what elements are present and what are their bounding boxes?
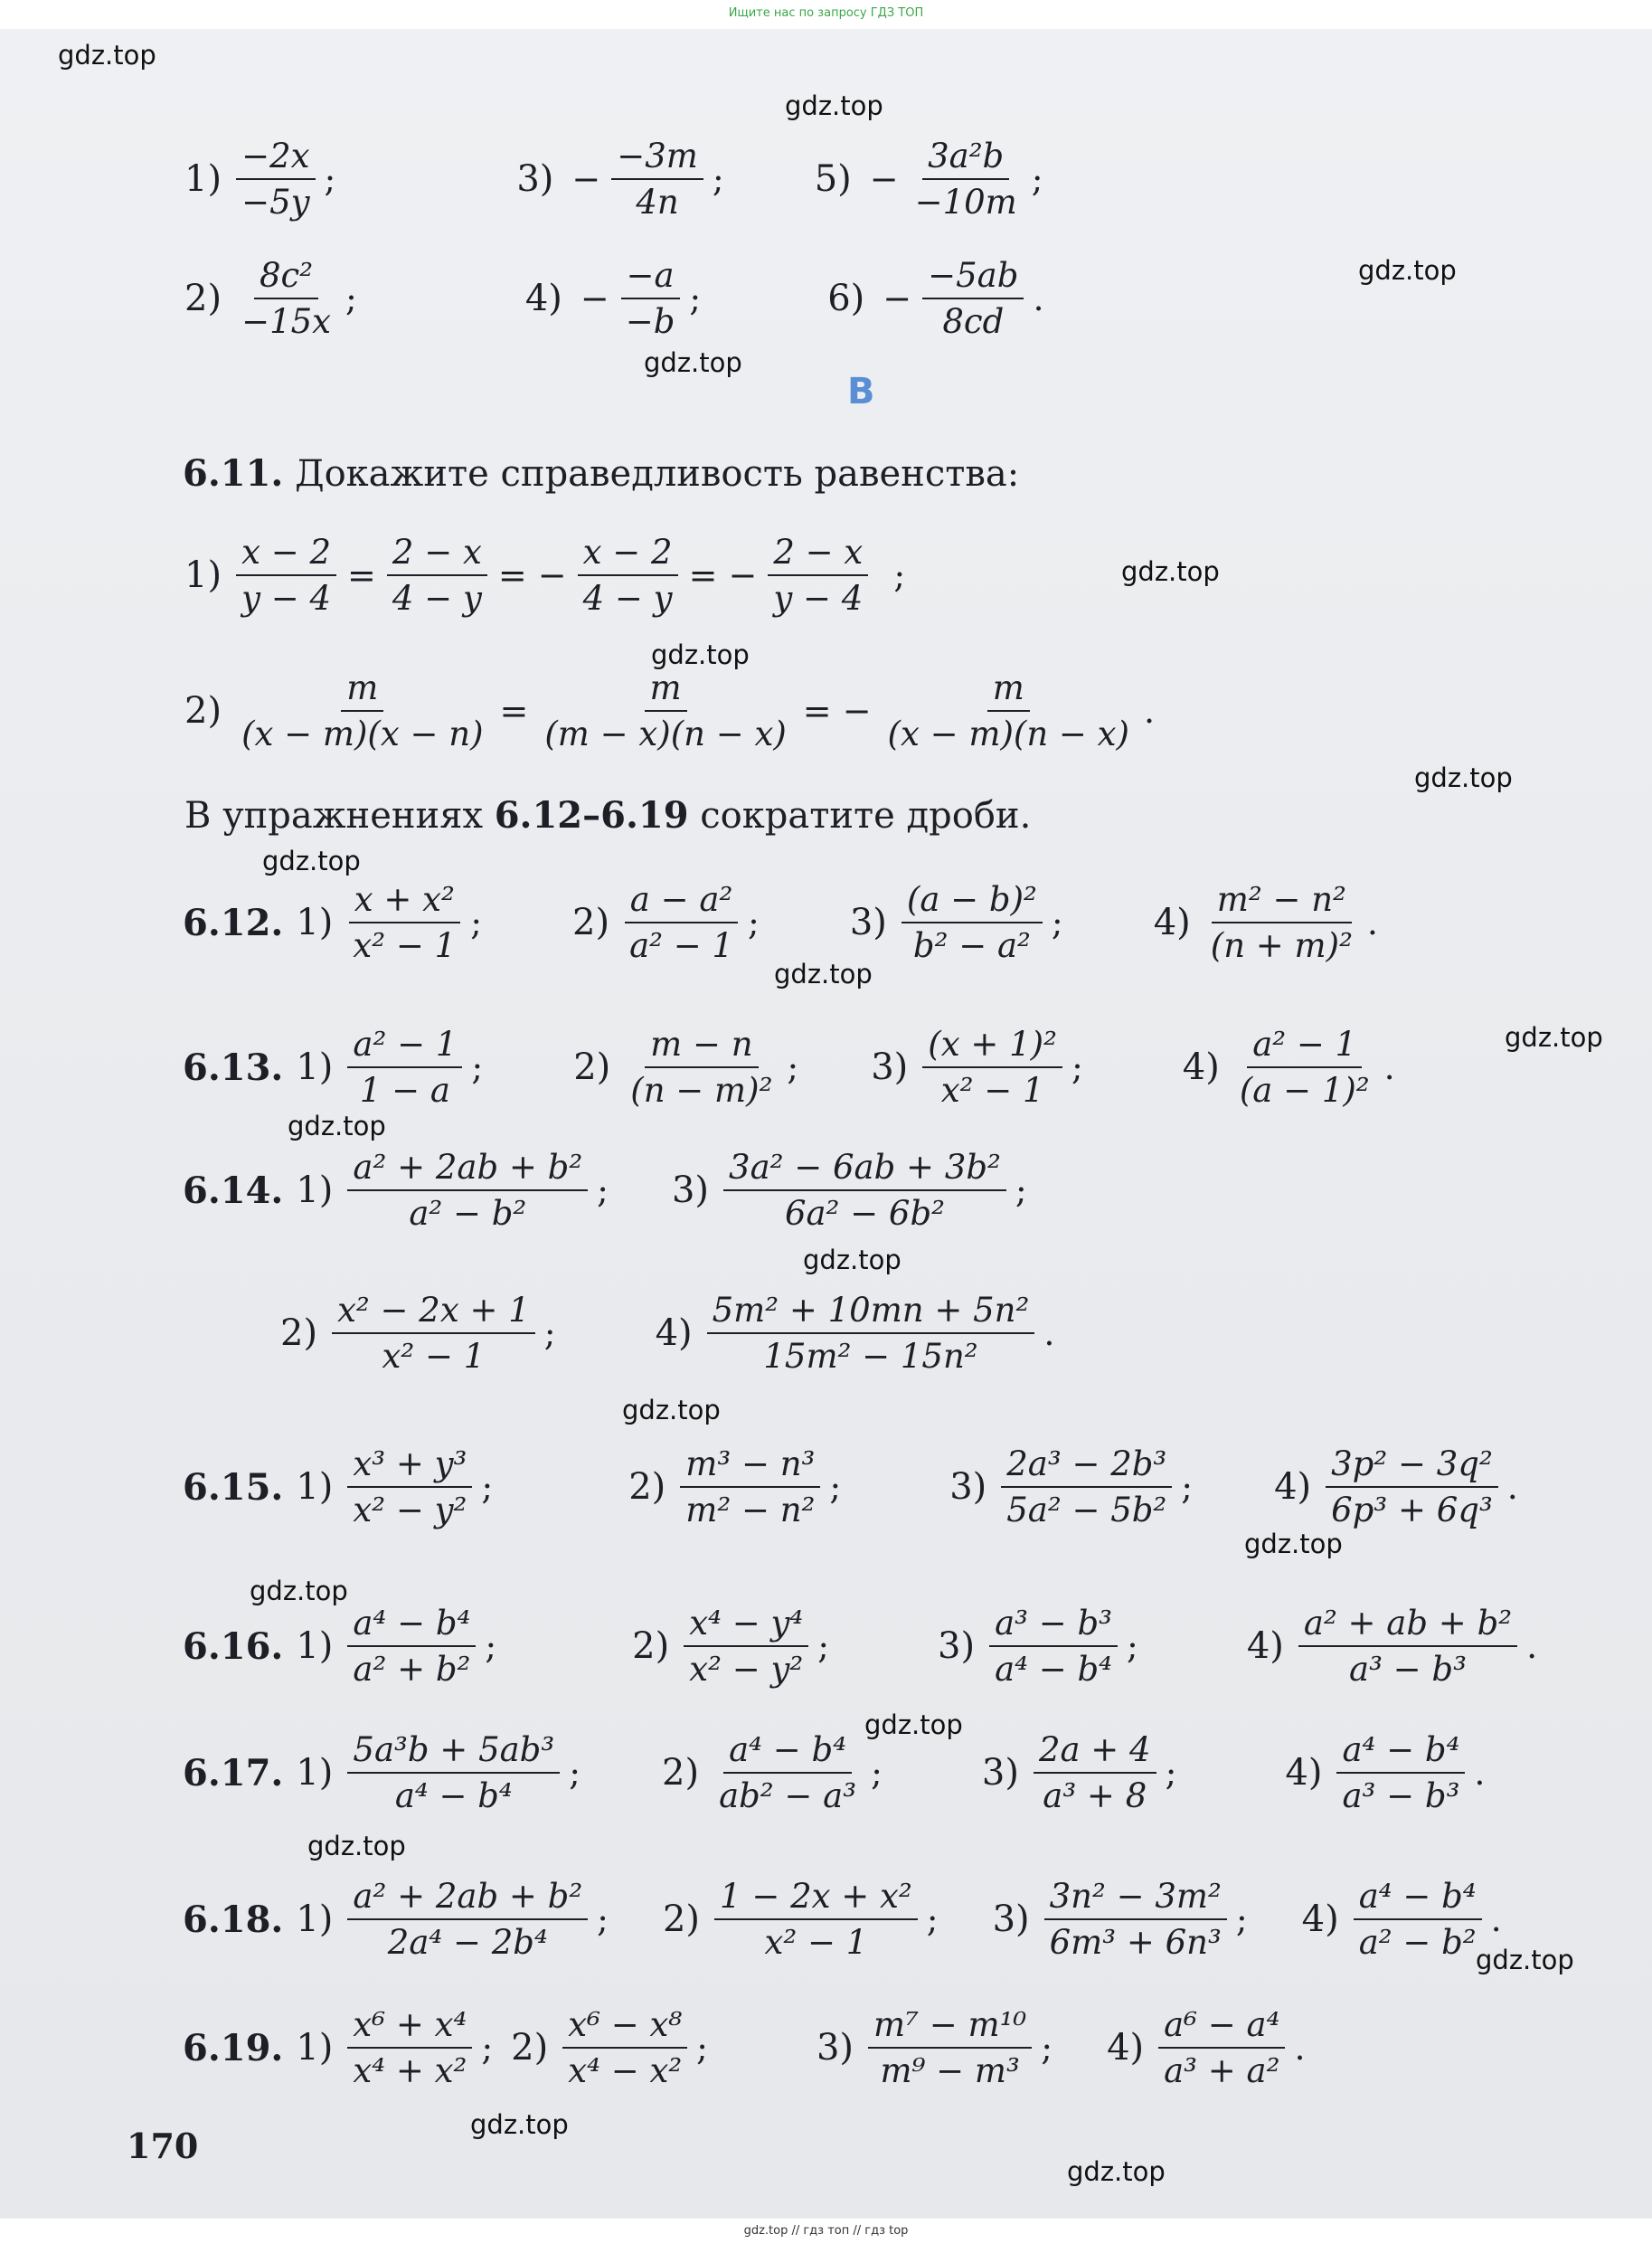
punct: . <box>1506 1467 1518 1508</box>
item-label: 3) <box>849 902 887 944</box>
fraction <box>347 1729 560 1816</box>
watermark: gdz.top <box>1414 762 1513 793</box>
exercise-number: 6.16. <box>183 1624 284 1668</box>
item-label: 2) <box>184 690 222 733</box>
item-label: 1) <box>296 2027 334 2069</box>
denominator: x² − y² <box>689 1650 804 1690</box>
ex-6-19-row <box>183 2004 1306 2091</box>
denominator: (n − m)² <box>630 1071 773 1111</box>
punct: ; <box>1071 1047 1083 1088</box>
numerator: m⁷ − m¹⁰ <box>868 2004 1032 2049</box>
ex-6-14-row-2 <box>280 1290 1054 1377</box>
fraction <box>625 1024 778 1111</box>
watermark: gdz.top <box>470 2109 569 2140</box>
exercise-number: 6.13. <box>183 1046 284 1089</box>
fraction <box>347 2004 472 2091</box>
denominator: −15x <box>241 302 332 342</box>
denominator: x² − 1 <box>764 1923 868 1963</box>
fraction <box>332 1290 535 1377</box>
item-label: 3) <box>871 1046 909 1089</box>
denominator: x² − 1 <box>940 1071 1044 1111</box>
fraction <box>347 1024 462 1111</box>
numerator: −2x <box>236 136 315 180</box>
fraction <box>883 668 1135 754</box>
item-label: 2) <box>632 1625 670 1668</box>
ex-6-15-row <box>183 1444 1518 1530</box>
punct: ; <box>543 1313 556 1354</box>
numerator: −5ab <box>922 255 1024 299</box>
denominator: −5y <box>241 183 310 223</box>
numerator: 5m² + 10mn + 5n² <box>707 1290 1035 1334</box>
watermark: gdz.top <box>644 347 742 378</box>
denominator: (x − m)(n − x) <box>887 715 1129 754</box>
ex-6-11-row-1 <box>184 532 905 619</box>
fraction <box>680 1444 820 1530</box>
denominator: (a − 1)² <box>1239 1071 1370 1111</box>
numerator: x² − 2x + 1 <box>332 1290 535 1334</box>
numerator: −3m <box>611 136 703 180</box>
ex-6-10-row-2 <box>184 255 1044 342</box>
denominator: a² + b² <box>353 1650 471 1690</box>
punct: ; <box>1031 159 1043 200</box>
denominator: a³ + a² <box>1164 2051 1280 2091</box>
denominator: (n + m)² <box>1210 926 1353 966</box>
denominator: 15m² − 15n² <box>763 1337 978 1377</box>
item-label: 5) <box>814 158 852 201</box>
numerator: (a − b)² <box>902 879 1043 923</box>
denominator: a³ − b³ <box>1342 1776 1460 1816</box>
numerator: x⁶ + x⁴ <box>347 2004 472 2049</box>
punct: . <box>1143 691 1156 732</box>
watermark: gdz.top <box>1505 1022 1603 1053</box>
fraction <box>707 1290 1035 1377</box>
denominator: 8cd <box>942 302 1005 342</box>
numerator: 3a²b <box>922 136 1009 180</box>
item-label: 4) <box>524 278 562 320</box>
item-label: 3) <box>949 1466 987 1509</box>
watermark: gdz.top <box>307 1831 406 1861</box>
denominator: b² − a² <box>912 926 1031 966</box>
fraction <box>236 668 488 754</box>
denominator: 6a² − 6b² <box>784 1194 945 1234</box>
punct: ; <box>481 2028 494 2069</box>
punct: . <box>1294 2028 1306 2069</box>
numerator: 3a² − 6ab + 3b² <box>723 1147 1006 1191</box>
watermark: gdz.top <box>864 1709 963 1740</box>
ex-6-10-row-1 <box>184 136 1043 223</box>
item-label: 2) <box>572 902 610 944</box>
fraction <box>902 879 1043 966</box>
denominator: m⁹ − m³ <box>880 2051 1020 2091</box>
numerator: x + x² <box>349 879 460 923</box>
watermark: gdz.top <box>651 639 750 670</box>
item-label: 3) <box>981 1752 1019 1794</box>
minus-sign: − <box>869 159 899 200</box>
minus-sign: − <box>571 159 601 200</box>
punct: ; <box>712 159 724 200</box>
item-label: 2) <box>511 2027 549 2069</box>
watermark: gdz.top <box>622 1395 721 1425</box>
punct: ; <box>696 2028 708 2069</box>
numerator: (x + 1)² <box>922 1024 1062 1068</box>
numerator: 2a³ − 2b³ <box>1001 1444 1172 1488</box>
denominator: (m − x)(n − x) <box>544 715 787 754</box>
numerator: a⁴ − b⁴ <box>347 1603 476 1647</box>
denominator: 6m³ + 6n³ <box>1049 1923 1222 1963</box>
item-label: 3) <box>671 1169 710 1212</box>
item-label: 4) <box>1153 902 1191 944</box>
punct: ; <box>1127 1626 1138 1667</box>
watermark: gdz.top <box>1067 2156 1166 2187</box>
denominator: m² − n² <box>685 1491 816 1530</box>
exercise-number: 6.15. <box>183 1465 284 1509</box>
item-label: 4) <box>1274 1466 1312 1509</box>
numerator: m <box>341 668 383 712</box>
fraction <box>1158 2004 1285 2091</box>
item-label: 2) <box>662 1752 700 1794</box>
fraction <box>347 1603 476 1690</box>
watermark: gdz.top <box>774 959 873 989</box>
denominator: a² − b² <box>1358 1923 1477 1963</box>
fraction <box>1336 1729 1465 1816</box>
denominator: a⁴ − b⁴ <box>995 1650 1113 1690</box>
item-label: 2) <box>280 1312 318 1355</box>
numerator: x³ + y³ <box>347 1444 472 1488</box>
ex-6-16-row <box>183 1603 1537 1690</box>
fraction <box>1234 1024 1375 1111</box>
numerator: 2 − x <box>387 532 487 576</box>
punct: ; <box>871 1753 883 1794</box>
fraction <box>387 532 487 619</box>
numerator: 2a + 4 <box>1034 1729 1156 1774</box>
item-label: 1) <box>296 902 334 944</box>
ex-6-14-row-1 <box>183 1147 1027 1234</box>
item-label: 2) <box>628 1466 666 1509</box>
fraction <box>684 1603 808 1690</box>
fraction <box>347 1147 588 1234</box>
top-banner[interactable]: Ищите нас по запросу ГДЗ ТОП <box>0 0 1652 29</box>
item-label: 3) <box>816 2027 854 2069</box>
numerator: 3n² − 3m² <box>1044 1876 1227 1920</box>
fraction <box>236 532 336 619</box>
denominator: a² − 1 <box>629 926 734 966</box>
fraction <box>236 136 315 223</box>
item-label: 2) <box>662 1898 701 1941</box>
fraction <box>714 1876 918 1963</box>
punct: ; <box>829 1467 842 1508</box>
numerator: a² + 2ab + b² <box>347 1876 588 1920</box>
punct: ; <box>345 279 357 319</box>
ex-6-13-row <box>183 1024 1395 1111</box>
fraction <box>1354 1876 1482 1963</box>
denominator: a³ + 8 <box>1043 1776 1147 1816</box>
denominator: x² − 1 <box>382 1337 486 1377</box>
denominator: 5a² − 5b² <box>1006 1491 1167 1530</box>
fraction <box>562 2004 687 2091</box>
numerator: x⁶ − x⁸ <box>562 2004 687 2049</box>
item-label: 1) <box>296 1625 334 1668</box>
minus-sign: − <box>883 279 912 319</box>
punct: ; <box>1165 1753 1177 1794</box>
item-label: 1) <box>184 158 222 201</box>
numerator: a² + 2ab + b² <box>347 1147 588 1191</box>
item-label: 1) <box>296 1466 334 1509</box>
denominator: 1 − a <box>359 1071 450 1111</box>
punct: ; <box>597 1899 609 1940</box>
punct: ; <box>597 1170 609 1211</box>
exercise-number: 6.14. <box>183 1169 284 1212</box>
punct: ; <box>1041 2028 1053 2069</box>
instruction-line <box>184 794 1031 837</box>
fraction <box>922 1024 1062 1111</box>
numerator: a⁴ − b⁴ <box>723 1729 852 1774</box>
numerator: a² − 1 <box>347 1024 462 1068</box>
fraction <box>1326 1444 1498 1530</box>
watermark: gdz.top <box>785 90 883 121</box>
fraction <box>236 255 336 342</box>
fraction <box>620 255 681 342</box>
denominator: 4 − y <box>392 579 482 619</box>
punct: ; <box>1235 1899 1248 1940</box>
punct: . <box>1490 1899 1502 1940</box>
punct: ; <box>817 1626 830 1667</box>
denominator: a³ − b³ <box>1349 1650 1467 1690</box>
fraction <box>768 532 868 619</box>
fraction <box>578 532 678 619</box>
punct: ; <box>1051 903 1063 943</box>
fraction <box>539 668 791 754</box>
instruction-text: сократите дроби. <box>688 795 1032 837</box>
numerator: m² − n² <box>1212 879 1352 923</box>
fraction <box>723 1147 1006 1234</box>
numerator: x − 2 <box>236 532 336 576</box>
numerator: a⁴ − b⁴ <box>1336 1729 1465 1774</box>
denominator: a² − b² <box>409 1194 527 1234</box>
numerator: a² − 1 <box>1247 1024 1362 1068</box>
equals-minus: = − <box>497 555 567 596</box>
numerator: m <box>987 668 1030 712</box>
denominator: −b <box>625 302 675 342</box>
item-label: 4) <box>1246 1625 1284 1668</box>
numerator: m³ − n³ <box>680 1444 820 1488</box>
denominator: (x − m)(x − n) <box>241 715 484 754</box>
section-letter-b: B <box>847 371 875 412</box>
bottom-banner[interactable]: gdz.top // гдз топ // гдз top <box>0 2219 1652 2244</box>
punct: . <box>1043 1313 1055 1354</box>
numerator: m − n <box>645 1024 758 1068</box>
item-label: 3) <box>938 1625 976 1668</box>
punct: ; <box>471 1047 484 1088</box>
fraction <box>611 136 703 223</box>
punct: . <box>1474 1753 1486 1794</box>
ex-6-12-row <box>183 879 1378 966</box>
denominator: a⁴ − b⁴ <box>394 1776 513 1816</box>
item-label: 4) <box>1182 1046 1220 1089</box>
punct: ; <box>748 903 760 943</box>
numerator: x − 2 <box>578 532 678 576</box>
denominator: ab² − a³ <box>719 1776 857 1816</box>
item-label: 4) <box>1285 1752 1323 1794</box>
numerator: a⁶ − a⁴ <box>1158 2004 1285 2049</box>
numerator: 5a³b + 5ab³ <box>347 1729 560 1774</box>
punct: ; <box>787 1047 799 1088</box>
equals-minus: = − <box>688 555 758 596</box>
ex-6-11-title <box>183 452 1019 495</box>
denominator: 2a⁴ − 2b⁴ <box>387 1923 548 1963</box>
fraction <box>868 2004 1032 2091</box>
denominator: y − 4 <box>241 579 332 619</box>
watermark: gdz.top <box>58 40 156 71</box>
punct: ; <box>1181 1467 1194 1508</box>
denominator: x⁴ + x² <box>353 2051 467 2091</box>
minus-sign: − <box>580 279 609 319</box>
item-label: 4) <box>1107 2027 1145 2069</box>
punct: ; <box>1015 1170 1027 1211</box>
numerator: a² + ab + b² <box>1298 1603 1517 1647</box>
exercise-number: 6.11. <box>183 452 284 495</box>
item-label: 3) <box>992 1898 1030 1941</box>
denominator: 4n <box>636 183 679 223</box>
equals-sign: = <box>499 691 529 732</box>
page-number: 170 <box>127 2126 199 2166</box>
fraction <box>1205 879 1358 966</box>
punct: ; <box>481 1467 494 1508</box>
denominator: x² − 1 <box>353 926 457 966</box>
punct: . <box>1366 903 1379 943</box>
punct: ; <box>926 1899 939 1940</box>
watermark: gdz.top <box>1476 1945 1574 1975</box>
numerator: a − a² <box>625 879 738 923</box>
item-label: 1) <box>296 1898 334 1941</box>
punct: ; <box>470 903 482 943</box>
item-label: 3) <box>516 158 554 201</box>
equals-minus: = − <box>802 691 872 732</box>
item-label: 2) <box>573 1046 611 1089</box>
exercise-number: 6.19. <box>183 2026 284 2069</box>
exercise-number: 6.18. <box>183 1898 284 1941</box>
fraction <box>910 136 1023 223</box>
watermark: gdz.top <box>803 1245 902 1275</box>
ex-6-17-row <box>183 1729 1486 1816</box>
denominator: x⁴ − x² <box>568 2051 683 2091</box>
watermark: gdz.top <box>1358 255 1457 286</box>
ex-6-11-row-2 <box>184 668 1155 754</box>
numerator: m <box>645 668 687 712</box>
fraction <box>713 1729 862 1816</box>
item-label: 1) <box>296 1752 334 1794</box>
exercise-number: 6.12. <box>183 901 284 944</box>
denominator: y − 4 <box>773 579 864 619</box>
ex-6-18-row <box>183 1876 1502 1963</box>
watermark: gdz.top <box>288 1111 386 1141</box>
instruction-text: В упражнениях <box>184 795 495 837</box>
watermark: gdz.top <box>1121 556 1220 587</box>
punct: ; <box>485 1626 497 1667</box>
punct: ; <box>689 279 702 319</box>
fraction <box>624 879 739 966</box>
punct: ; <box>569 1753 581 1794</box>
watermark: gdz.top <box>250 1576 348 1606</box>
numerator: a³ − b³ <box>989 1603 1118 1647</box>
punct: . <box>1526 1626 1538 1667</box>
fraction <box>1298 1603 1517 1690</box>
watermark: gdz.top <box>262 846 361 876</box>
denominator: −10m <box>914 183 1017 223</box>
numerator: 3p² − 3q² <box>1326 1444 1498 1488</box>
exercise-text: Докажите справедливость равенства: <box>295 453 1020 495</box>
numerator: x⁴ − y⁴ <box>684 1603 808 1647</box>
fraction <box>347 1444 472 1530</box>
fraction <box>1034 1729 1156 1816</box>
item-label: 4) <box>1301 1898 1339 1941</box>
denominator: x² − y² <box>353 1491 467 1530</box>
fraction <box>922 255 1024 342</box>
numerator: −a <box>621 255 680 299</box>
numerator: 1 − 2x + x² <box>714 1876 918 1920</box>
fraction <box>1044 1876 1227 1963</box>
item-label: 1) <box>296 1046 334 1089</box>
denominator: 4 − y <box>582 579 673 619</box>
punct: . <box>1033 279 1044 319</box>
fraction <box>989 1603 1118 1690</box>
numerator: 8c² <box>254 255 318 299</box>
item-label: 6) <box>827 278 865 320</box>
punct: ; <box>324 159 336 200</box>
fraction <box>347 1876 588 1963</box>
equals-sign: = <box>347 555 376 596</box>
item-label: 1) <box>296 1169 334 1212</box>
item-label: 4) <box>655 1312 693 1355</box>
watermark: gdz.top <box>1244 1529 1343 1559</box>
exercise-number: 6.17. <box>183 1751 284 1794</box>
item-label: 2) <box>184 278 222 320</box>
punct: . <box>1383 1047 1395 1088</box>
denominator: 6p³ + 6q³ <box>1331 1491 1493 1530</box>
fraction <box>347 879 461 966</box>
numerator: a⁴ − b⁴ <box>1354 1876 1482 1920</box>
instruction-range: 6.12–6.19 <box>494 794 689 837</box>
item-label: 1) <box>184 554 222 597</box>
numerator: 2 − x <box>768 532 868 576</box>
punct: ; <box>893 555 906 596</box>
fraction <box>1001 1444 1172 1530</box>
